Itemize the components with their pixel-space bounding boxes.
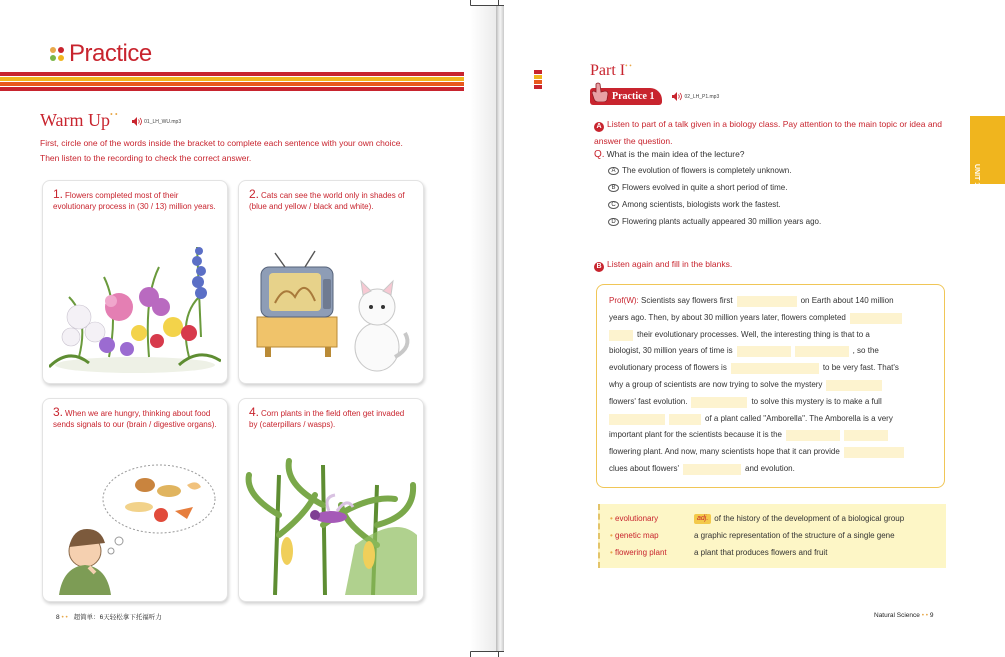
- passage-text: clues about flowers': [609, 463, 680, 473]
- card-text: [53, 189, 217, 212]
- warm-up-card-2: [238, 180, 424, 384]
- vocab-definition: a graphic representation of the structure of a single gene: [694, 531, 895, 540]
- speaker-label: Prof(W):: [609, 296, 639, 305]
- passage-line: [609, 394, 932, 411]
- part-dots: • •: [625, 62, 632, 70]
- pointing-hand-icon: [592, 82, 610, 102]
- passage-line: [609, 360, 932, 377]
- footer-dots: • •: [921, 612, 929, 619]
- hungry-woman-thinking-food-icon: [49, 455, 221, 595]
- dot: [58, 47, 64, 53]
- blank-field[interactable]: [669, 414, 701, 425]
- blank-field[interactable]: [609, 330, 633, 341]
- vocabulary-box: [598, 504, 946, 568]
- footer-left: [56, 612, 162, 621]
- passage-text: flowers' fast evolution.: [609, 396, 688, 406]
- passage-line: [609, 427, 932, 444]
- footer-right: [874, 612, 934, 619]
- option-letter: D: [608, 218, 619, 226]
- page-number: 9: [929, 612, 934, 619]
- passage-line: [609, 310, 932, 327]
- option-c[interactable]: [608, 196, 821, 213]
- card-sentence: Cats can see the world only in shades of (blue and yellow / black and white).: [249, 191, 405, 211]
- corn-plants-wasp-icon: [245, 455, 417, 595]
- speaker-icon: [672, 92, 682, 101]
- passage-text: evolutionary process of flowers is: [609, 363, 727, 373]
- warm-up-title: Warm Up: [40, 110, 111, 130]
- page-number: 8: [56, 614, 60, 621]
- option-d[interactable]: [608, 213, 821, 230]
- bar-stripe: [534, 85, 542, 89]
- warm-up-heading: [40, 110, 181, 131]
- passage-line: [609, 343, 932, 360]
- book-title: 超简单：6天轻松拿下托福听力: [73, 614, 162, 621]
- section-a-instruction: [594, 116, 954, 150]
- vocab-row: [610, 510, 938, 527]
- stripe: [0, 77, 464, 81]
- card-text: [249, 407, 413, 430]
- warm-up-card-4: [238, 398, 424, 602]
- practice-dots-icon: [50, 47, 64, 61]
- card-sentence: Corn plants in the field often get invaded by (caterpillars / wasps).: [249, 409, 405, 429]
- book-gutter: [496, 0, 504, 657]
- blank-field[interactable]: [826, 380, 882, 391]
- card-number: 1.: [53, 187, 64, 201]
- vocab-row: [610, 544, 938, 561]
- warm-up-audio[interactable]: [132, 117, 181, 126]
- blank-field[interactable]: [737, 346, 791, 357]
- passage-text: flowering plant. And now, many scientists hope that it can provide: [609, 447, 840, 457]
- section-b-marker: B: [594, 262, 604, 272]
- practice-1-audio-file: 02_LH_P1.mp3: [684, 93, 720, 100]
- warm-up-dots: • •: [110, 110, 118, 119]
- card-number: 4.: [249, 405, 260, 419]
- passage-text: their evolutionary processes. Well, the interesting thing is that to a: [637, 329, 870, 339]
- option-letter: B: [608, 184, 619, 192]
- header-stripes: [0, 72, 464, 92]
- gutter-shadow: [470, 0, 496, 657]
- vocab-term: • flowering plant: [610, 544, 694, 561]
- passage-text: why a group of scientists are now trying to solve the mystery: [609, 379, 823, 389]
- stripe: [0, 87, 464, 91]
- blank-field[interactable]: [844, 447, 904, 458]
- option-text: Among scientists, biologists work the fastest.: [622, 200, 781, 209]
- option-text: Flowering plants actually appeared 30 million years ago.: [622, 217, 822, 226]
- dot: [50, 47, 56, 53]
- warm-up-instruction: First, circle one of the words inside the bracket to complete each sentence with your own choice. Then listen to the recording to check the correct answer.: [40, 138, 403, 163]
- warm-up-card-1: [42, 180, 228, 384]
- passage-text: to solve this mystery is to make a full: [751, 396, 882, 406]
- passage-text: years ago. Then, by about 30 million years later, flowers completed: [609, 312, 846, 322]
- part-title: Part I: [590, 62, 626, 79]
- passage-line: [609, 293, 932, 310]
- practice-1-label: Practice 1: [612, 91, 655, 102]
- unit-tab: [970, 116, 1005, 187]
- passage-text: to be very fast. That's: [822, 363, 899, 373]
- vocab-row: [610, 527, 938, 544]
- passage-line: [609, 444, 932, 461]
- bar-stripe: [534, 70, 542, 74]
- passage-line: [609, 461, 932, 478]
- section-name: Natural Science: [874, 612, 920, 619]
- part-heading: [590, 62, 632, 80]
- card-sentence: When we are hungry, thinking about food sends signals to our (brain / digestive organs).: [53, 409, 217, 429]
- card-number: 2.: [249, 187, 260, 201]
- practice-title: Practice: [69, 40, 152, 67]
- vocab-term: • genetic map: [610, 527, 694, 544]
- left-page: [0, 0, 496, 657]
- passage-text: on Earth about 140 million: [800, 296, 894, 305]
- passage-line: [609, 327, 932, 344]
- stripe: [0, 72, 464, 76]
- blank-field[interactable]: [850, 313, 902, 324]
- warm-up-audio-file: 01_LH_WU.mp3: [144, 118, 182, 125]
- passage-line: [609, 377, 932, 394]
- passage-line: [609, 411, 932, 428]
- unit-label: UNIT 1: [973, 164, 980, 187]
- warm-up-card-3: [42, 398, 228, 602]
- passage-text: important plant for the scientists because it is the: [609, 430, 782, 440]
- blank-field[interactable]: [786, 430, 840, 441]
- card-number: 3.: [53, 405, 64, 419]
- vocab-term: • evolutionary: [610, 510, 694, 527]
- section-b-text: Listen again and fill in the blanks.: [607, 259, 733, 269]
- option-text: Flowers evolved in quite a short period of time.: [622, 183, 788, 192]
- bar-stripe: [534, 75, 542, 79]
- blank-field[interactable]: [844, 430, 888, 441]
- vocab-definition: a plant that produces flowers and fruit: [694, 548, 828, 557]
- fill-in-blanks-box: [596, 284, 945, 488]
- answer-options: [608, 162, 821, 230]
- dot: [50, 55, 56, 61]
- section-a-text: Listen to part of a talk given in a biology class. Pay attention to the main topic or idea and answer the question.: [594, 119, 943, 146]
- speaker-icon: [132, 117, 142, 126]
- passage-text: biologist, 30 million years of time is: [609, 346, 733, 356]
- blank-field[interactable]: [609, 414, 665, 425]
- passage-text: of a plant called "Amborella". The Amborella is a very: [705, 413, 893, 423]
- vocab-definition: of the history of the development of a biological group: [714, 514, 905, 523]
- section-b-instruction: [594, 259, 732, 272]
- passage-text: Scientists say flowers first: [641, 296, 733, 305]
- option-a[interactable]: [608, 162, 821, 179]
- blank-field[interactable]: [795, 346, 849, 357]
- option-letter: A: [608, 167, 619, 175]
- vocab-pos: adj.: [694, 514, 711, 524]
- blank-field[interactable]: [683, 464, 741, 475]
- right-page: [504, 0, 1005, 657]
- passage-text: and evolution.: [745, 463, 795, 473]
- blank-field[interactable]: [737, 296, 797, 307]
- card-text: [53, 407, 217, 430]
- option-text: The evolution of flowers is completely unknown.: [622, 166, 792, 175]
- practice-1-badge: [590, 88, 662, 105]
- question-text: What is the main idea of the lecture?: [606, 149, 745, 159]
- option-b[interactable]: [608, 179, 821, 196]
- section-bar: [534, 70, 542, 90]
- passage-text: , so the: [852, 346, 879, 356]
- bar-stripe: [534, 80, 542, 84]
- question: [594, 149, 745, 160]
- card-sentence: Flowers completed most of their evolutionary process in (30 / 13) million years.: [53, 191, 216, 211]
- cat-watching-tv-icon: [245, 237, 417, 377]
- footer-dots: • •: [61, 614, 68, 621]
- dot: [58, 55, 64, 61]
- blank-field[interactable]: [691, 397, 747, 408]
- question-label: Q.: [594, 149, 605, 160]
- stripe: [0, 82, 464, 86]
- practice-1-header: [590, 88, 719, 105]
- practice-1-audio[interactable]: [672, 92, 719, 101]
- blank-field[interactable]: [731, 363, 819, 374]
- card-text: [249, 189, 413, 212]
- section-a-marker: A: [594, 122, 604, 132]
- flower-bouquet-icon: [49, 237, 221, 377]
- option-letter: C: [608, 201, 619, 209]
- practice-header: [50, 40, 152, 68]
